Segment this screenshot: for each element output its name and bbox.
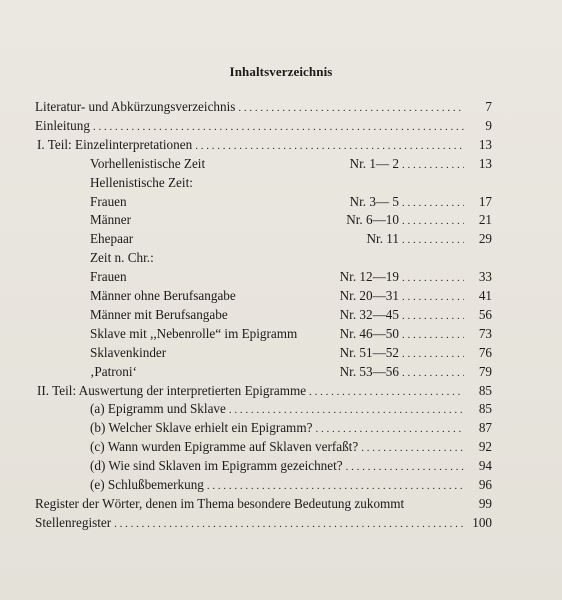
- toc-entry: [90, 456, 492, 475]
- toc-entry-page: 56: [478, 306, 492, 322]
- toc-entry-number-range: Nr. 11: [366, 231, 399, 247]
- toc-entry-page: 17: [478, 193, 492, 209]
- toc-entry-label: Männer: [90, 212, 132, 228]
- toc-entry-number-range: Nr. 12—19: [339, 269, 399, 285]
- toc-entry-number-range: Nr. 51—52: [339, 344, 399, 360]
- toc-entry: [90, 362, 492, 381]
- toc-entry: [37, 381, 492, 400]
- toc-entry-label: Einleitung: [35, 117, 90, 133]
- toc-entry: [90, 324, 492, 343]
- toc-entry-page: 96: [478, 477, 492, 492]
- toc-entry: [90, 305, 492, 324]
- toc-entry-number-range: Nr. 1— 2: [349, 155, 399, 171]
- toc-entry: [35, 116, 492, 135]
- toc-entry-label: Hellenistische Zeit:: [90, 174, 193, 190]
- toc-entry-number-range: Nr. 6—10: [346, 212, 399, 228]
- toc-entry-number-range: Nr. 3— 5: [349, 193, 399, 209]
- toc-entry: [90, 154, 492, 173]
- toc-entry: [37, 135, 492, 154]
- toc-entry-page: 94: [478, 458, 492, 474]
- toc-entry-page: 76: [478, 344, 492, 360]
- toc-entry-number-range: Nr. 53—56: [339, 363, 399, 379]
- toc-entry: [35, 494, 492, 513]
- toc-entry-label: Literatur- und Abkürzungsverzeichnis: [35, 99, 236, 114]
- toc-entry-label: Register der Wörter, denen im Thema besondere Bedeutung zukommt: [35, 495, 405, 511]
- toc-entry-page: 21: [478, 212, 492, 228]
- toc-entry-page: 13: [478, 155, 492, 171]
- toc-entry: [90, 267, 492, 286]
- page-title: Inhaltsverzeichnis: [229, 64, 333, 79]
- toc-entry-number-range: Nr. 20—31: [339, 288, 399, 303]
- toc-entry-label: Frauen: [90, 193, 127, 209]
- toc-entry-page: 79: [478, 363, 492, 379]
- toc-entry-page: 92: [478, 439, 492, 455]
- toc-entry-page: 33: [478, 269, 492, 285]
- toc-entry-label: ‚Patroni‘: [90, 363, 137, 379]
- toc-entry-page: 100: [472, 514, 492, 530]
- toc-entry-page: 41: [478, 288, 492, 303]
- toc-entry-page: 9: [485, 117, 492, 133]
- toc-entry-label: Zeit n. Chr.:: [90, 250, 154, 266]
- toc-entry-label: (b) Welcher Sklave erhielt ein Epigramm?: [90, 420, 313, 436]
- toc-entry-page: 87: [478, 420, 492, 436]
- toc-entry-label: Vorhellenistische Zeit: [90, 155, 206, 171]
- toc-entry-page: 13: [478, 136, 492, 152]
- toc-entry-label: II. Teil: Auswertung der interpretierten Epigramme: [37, 382, 307, 398]
- toc-entry-label: Ehepaar: [90, 231, 134, 247]
- toc-entry: [90, 248, 492, 267]
- toc-entry-label: (e) Schlußbemerkung: [90, 477, 204, 492]
- toc-entry: [90, 475, 492, 494]
- toc-entry-label: Stellenregister: [35, 514, 112, 530]
- toc-entry-number-range: Nr. 46—50: [339, 325, 399, 341]
- toc-entry-label: Sklave mit ,,Nebenrolle“ im Epigramm: [90, 325, 298, 341]
- toc-entry-label: Männer mit Berufsangabe: [90, 306, 228, 322]
- toc-entry: [90, 192, 492, 211]
- toc-entry: [90, 210, 492, 229]
- toc-entry-label: (d) Wie sind Sklaven im Epigramm gezeichnet?: [90, 458, 343, 474]
- toc-entry-page: 99: [478, 495, 493, 511]
- toc-entry: [90, 286, 492, 305]
- toc-entry: [35, 513, 492, 532]
- toc-entry-label: (c) Wann wurden Epigramme auf Sklaven verfaßt?: [90, 439, 359, 455]
- leader-dots: [114, 515, 464, 534]
- toc-entry: [35, 97, 492, 116]
- toc-entry: [90, 437, 492, 456]
- toc-entry-label: Frauen: [90, 269, 127, 285]
- toc-entry-page: 85: [478, 401, 492, 417]
- toc-entry: [90, 173, 492, 192]
- toc-entry-page: 7: [485, 99, 492, 114]
- toc-entry: [90, 343, 492, 362]
- toc-entry-label: Sklavenkinder: [90, 344, 167, 360]
- toc-entry: [90, 418, 492, 437]
- toc-entry-page: 85: [478, 382, 492, 398]
- toc-entry-label: Männer ohne Berufsangabe: [90, 288, 236, 303]
- toc-entry-page: 73: [478, 325, 492, 341]
- toc-entry: [90, 399, 492, 418]
- toc-entry-number-range: Nr. 32—45: [339, 306, 399, 322]
- toc-entry-page: 29: [478, 231, 492, 247]
- toc-entry-label: (a) Epigramm und Sklave: [90, 401, 226, 417]
- toc-entry: [90, 229, 492, 248]
- toc-entry-label: I. Teil: Einzelinterpretationen: [37, 136, 193, 152]
